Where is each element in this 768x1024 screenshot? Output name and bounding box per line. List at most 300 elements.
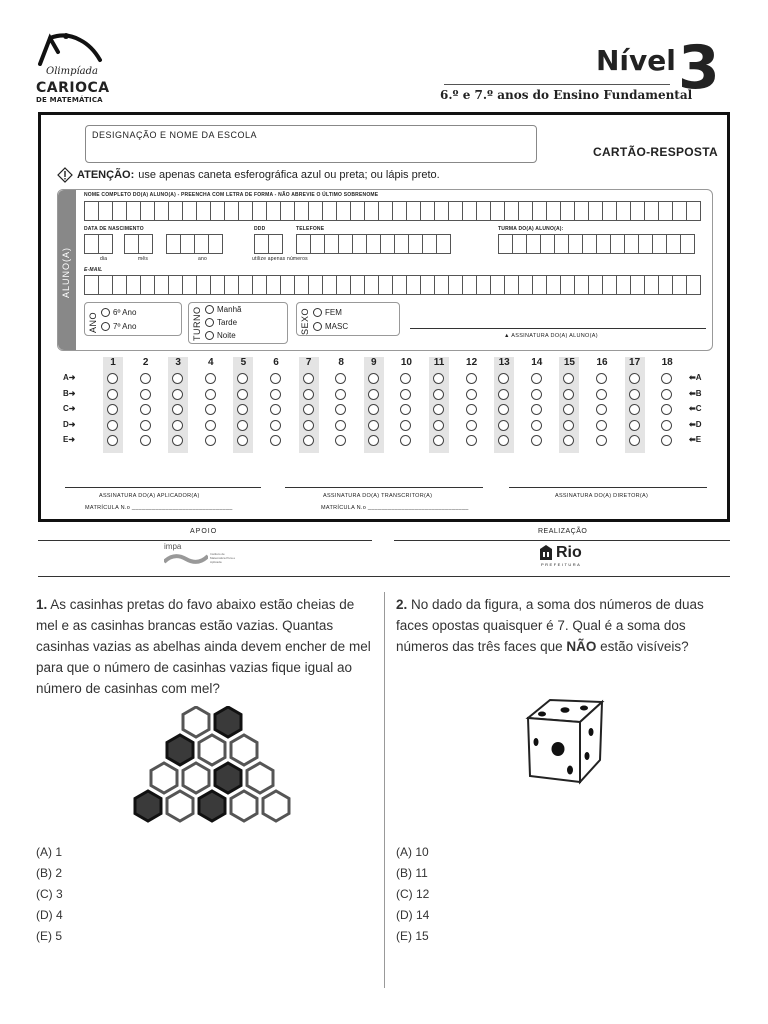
char-box[interactable]: [154, 201, 169, 221]
bubble-q14-d[interactable]: [531, 420, 542, 431]
bubble-q9-a[interactable]: [368, 373, 379, 384]
char-box[interactable]: [462, 275, 477, 295]
bubble-q5-b[interactable]: [237, 389, 248, 400]
char-box[interactable]: [394, 234, 409, 254]
char-box[interactable]: [350, 201, 365, 221]
char-box[interactable]: [280, 275, 295, 295]
support-rule: [38, 540, 372, 541]
question-1-option-b[interactable]: (B) 2: [36, 866, 63, 880]
bubble-q6-a[interactable]: [270, 373, 281, 384]
char-box[interactable]: [574, 201, 589, 221]
column-divider: [384, 592, 385, 988]
question-number-12: 12: [466, 357, 478, 368]
question-number-17: 17: [629, 357, 641, 368]
director-signature-label: ASSINATURA DO(A) DIRETOR(A): [555, 493, 649, 499]
phone-hint: utilize apenas números: [252, 256, 308, 262]
bubble-q7-c[interactable]: [303, 404, 314, 415]
char-box[interactable]: [126, 275, 141, 295]
char-box[interactable]: [268, 234, 283, 254]
honeycomb-figure: [128, 706, 296, 838]
char-box[interactable]: [644, 275, 659, 295]
transcriber-matricula[interactable]: MATRÍCULA N.o ______________________________: [321, 505, 469, 511]
char-box[interactable]: [526, 234, 541, 254]
row-label-left-e: E➜: [63, 435, 76, 444]
question-number-9: 9: [371, 357, 377, 368]
honey-cell-empty: [151, 763, 177, 793]
char-box[interactable]: [532, 201, 547, 221]
director-signature-line[interactable]: [509, 487, 707, 488]
char-box[interactable]: [672, 275, 687, 295]
bubble-q12-b[interactable]: [466, 389, 477, 400]
char-box[interactable]: [652, 234, 667, 254]
char-box[interactable]: [658, 201, 673, 221]
char-box[interactable]: [168, 201, 183, 221]
char-box[interactable]: [84, 201, 99, 221]
bubble-q11-e[interactable]: [433, 435, 444, 446]
question-number-4: 4: [208, 357, 214, 368]
char-box[interactable]: [588, 275, 603, 295]
bubble-q10-c[interactable]: [400, 404, 411, 415]
question-2-option-e[interactable]: (E) 15: [396, 929, 429, 943]
option-tarde[interactable]: Tarde: [205, 318, 237, 327]
char-box[interactable]: [266, 201, 281, 221]
bubble-q10-e[interactable]: [400, 435, 411, 446]
bubble-q1-c[interactable]: [107, 404, 118, 415]
option-7-ano[interactable]: 7º Ano: [101, 322, 136, 331]
class-label: TURMA DO(A) ALUNO(A):: [498, 226, 564, 232]
char-box[interactable]: [112, 201, 127, 221]
question-number-6: 6: [273, 357, 279, 368]
char-box[interactable]: [420, 275, 435, 295]
question-1-option-a[interactable]: (A) 1: [36, 845, 63, 859]
bubble-q14-c[interactable]: [531, 404, 542, 415]
grade-subtitle: 6.º e 7.º anos do Ensino Fundamental: [440, 88, 693, 102]
char-box[interactable]: [350, 275, 365, 295]
bubble-q6-e[interactable]: [270, 435, 281, 446]
char-box[interactable]: [560, 275, 575, 295]
applicator-signature-line[interactable]: [65, 487, 261, 488]
olympiad-logo: [36, 30, 116, 106]
char-box[interactable]: [434, 201, 449, 221]
char-box[interactable]: [518, 275, 533, 295]
char-box[interactable]: [98, 201, 113, 221]
bubble-q13-d[interactable]: [498, 420, 509, 431]
question-1-option-e[interactable]: (E) 5: [36, 929, 63, 943]
char-box[interactable]: [336, 275, 351, 295]
bubble-q6-c[interactable]: [270, 404, 281, 415]
bubble-q17-e[interactable]: [629, 435, 640, 446]
char-box[interactable]: [238, 201, 253, 221]
bubble-q7-e[interactable]: [303, 435, 314, 446]
bubble-q16-c[interactable]: [596, 404, 607, 415]
bubble-q18-c[interactable]: [661, 404, 672, 415]
bubble-q10-b[interactable]: [400, 389, 411, 400]
bubble-q17-a[interactable]: [629, 373, 640, 384]
char-box[interactable]: [434, 275, 449, 295]
bubble-q17-b[interactable]: [629, 389, 640, 400]
bubble-q8-b[interactable]: [335, 389, 346, 400]
char-box[interactable]: [546, 201, 561, 221]
char-box[interactable]: [644, 201, 659, 221]
char-box[interactable]: [490, 201, 505, 221]
char-box[interactable]: [140, 201, 155, 221]
char-box[interactable]: [582, 234, 597, 254]
char-box[interactable]: [392, 201, 407, 221]
char-box[interactable]: [546, 275, 561, 295]
char-box[interactable]: [238, 275, 253, 295]
char-box[interactable]: [686, 275, 701, 295]
bubble-q16-a[interactable]: [596, 373, 607, 384]
char-box[interactable]: [294, 201, 309, 221]
char-box[interactable]: [182, 275, 197, 295]
die-pip: [561, 707, 570, 713]
char-box[interactable]: [588, 201, 603, 221]
bubble-q17-c[interactable]: [629, 404, 640, 415]
honey-cell-filled: [199, 791, 225, 821]
char-box[interactable]: [84, 275, 99, 295]
radio-circle-icon: [101, 308, 110, 317]
char-box[interactable]: [532, 275, 547, 295]
honey-cell-filled: [215, 763, 241, 793]
die-figure: [520, 696, 606, 786]
honey-cell-empty: [199, 735, 225, 765]
bubble-q1-b[interactable]: [107, 389, 118, 400]
bubble-q4-b[interactable]: [205, 389, 216, 400]
char-box[interactable]: [296, 234, 311, 254]
char-box[interactable]: [630, 275, 645, 295]
bubble-q2-d[interactable]: [140, 420, 151, 431]
char-box[interactable]: [210, 275, 225, 295]
char-box[interactable]: [352, 234, 367, 254]
student-side-label: ALUNO(A): [61, 246, 71, 298]
radio-circle-icon: [205, 331, 214, 340]
char-box[interactable]: [616, 275, 631, 295]
bubble-q9-e[interactable]: [368, 435, 379, 446]
option-fem[interactable]: FEM: [313, 308, 342, 317]
ddd-input[interactable]: [254, 234, 282, 254]
char-box[interactable]: [168, 275, 183, 295]
bubble-q9-c[interactable]: [368, 404, 379, 415]
bubble-q18-b[interactable]: [661, 389, 672, 400]
question-2-option-d[interactable]: (D) 14: [396, 908, 430, 922]
char-box[interactable]: [210, 201, 225, 221]
bubble-q17-d[interactable]: [629, 420, 640, 431]
impa-wordmark: impa: [164, 542, 182, 551]
honey-cell-empty: [167, 791, 193, 821]
question-number-18: 18: [661, 357, 673, 368]
bubble-q13-b[interactable]: [498, 389, 509, 400]
char-box[interactable]: [568, 234, 583, 254]
row-label-right-c: ⬅C: [689, 404, 702, 413]
option-6-ano[interactable]: 6º Ano: [101, 308, 136, 317]
char-box[interactable]: [616, 201, 631, 221]
char-box[interactable]: [308, 275, 323, 295]
die-pip: [585, 752, 590, 760]
bubble-q14-e[interactable]: [531, 435, 542, 446]
char-box[interactable]: [266, 275, 281, 295]
char-box[interactable]: [208, 234, 223, 254]
char-box[interactable]: [322, 275, 337, 295]
bubble-q12-d[interactable]: [466, 420, 477, 431]
char-box[interactable]: [380, 234, 395, 254]
char-box[interactable]: [490, 275, 505, 295]
option-manha[interactable]: Manhã: [205, 305, 241, 314]
bubble-q6-b[interactable]: [270, 389, 281, 400]
bubble-q16-b[interactable]: [596, 389, 607, 400]
char-box[interactable]: [154, 275, 169, 295]
bubble-q4-e[interactable]: [205, 435, 216, 446]
radio-circle-icon: [313, 308, 322, 317]
char-box[interactable]: [98, 234, 113, 254]
char-box[interactable]: [392, 275, 407, 295]
char-box[interactable]: [638, 234, 653, 254]
bubble-q14-b[interactable]: [531, 389, 542, 400]
bubble-q16-e[interactable]: [596, 435, 607, 446]
bubble-q8-a[interactable]: [335, 373, 346, 384]
bubble-q4-d[interactable]: [205, 420, 216, 431]
applicator-matricula[interactable]: MATRÍCULA N.o ______________________________: [85, 505, 233, 511]
bubble-q1-e[interactable]: [107, 435, 118, 446]
char-box[interactable]: [462, 201, 477, 221]
row-label-left-a: A➜: [63, 373, 76, 382]
char-box[interactable]: [336, 201, 351, 221]
bubble-q2-a[interactable]: [140, 373, 151, 384]
logo-line2: CARIOCA: [36, 80, 110, 96]
radio-circle-icon: [205, 305, 214, 314]
bubble-q18-e[interactable]: [661, 435, 672, 446]
question-number-16: 16: [596, 357, 608, 368]
char-box[interactable]: [166, 234, 181, 254]
name-input[interactable]: [84, 201, 700, 221]
bubble-q10-d[interactable]: [400, 420, 411, 431]
question-2-option-a[interactable]: (A) 10: [396, 845, 429, 859]
char-box[interactable]: [630, 201, 645, 221]
support-label: APOIO: [190, 528, 218, 535]
year-hint: ano: [198, 256, 207, 262]
row-label-right-a: ⬅A: [689, 373, 702, 382]
class-input[interactable]: [498, 234, 694, 254]
student-signature-label: ▲ ASSINATURA DO(A) ALUNO(A): [504, 333, 598, 339]
char-box[interactable]: [294, 275, 309, 295]
char-box[interactable]: [308, 201, 323, 221]
char-box[interactable]: [436, 234, 451, 254]
honey-cell-empty: [231, 735, 257, 765]
bubble-q3-d[interactable]: [172, 420, 183, 431]
char-box[interactable]: [420, 201, 435, 221]
section-rule: [38, 576, 730, 577]
char-box[interactable]: [310, 234, 325, 254]
birth-day-input[interactable]: [84, 234, 112, 254]
bubble-q12-a[interactable]: [466, 373, 477, 384]
ddd-label: DDD: [254, 226, 266, 232]
char-box[interactable]: [666, 234, 681, 254]
question-number-14: 14: [531, 357, 543, 368]
bubble-q3-b[interactable]: [172, 389, 183, 400]
prefeitura-label: PREFEITURA: [541, 562, 582, 567]
bubble-q8-c[interactable]: [335, 404, 346, 415]
bubble-q7-a[interactable]: [303, 373, 314, 384]
question-2-option-b[interactable]: (B) 11: [396, 866, 428, 880]
char-box[interactable]: [560, 201, 575, 221]
bubble-q8-e[interactable]: [335, 435, 346, 446]
char-box[interactable]: [610, 234, 625, 254]
transcriber-signature-label: ASSINATURA DO(A) TRANSCRITOR(A): [323, 493, 433, 499]
char-box[interactable]: [504, 275, 519, 295]
bubble-q15-b[interactable]: [563, 389, 574, 400]
char-box[interactable]: [498, 234, 513, 254]
impa-logo: [164, 542, 234, 570]
student-side-tab: [58, 190, 76, 350]
level-label: Nível: [596, 44, 676, 77]
char-box[interactable]: [686, 201, 701, 221]
option-masc[interactable]: MASC: [313, 322, 348, 331]
question-1-option-d[interactable]: (D) 4: [36, 908, 63, 922]
char-box[interactable]: [224, 201, 239, 221]
bubble-q11-d[interactable]: [433, 420, 444, 431]
char-box[interactable]: [194, 234, 209, 254]
phone-input[interactable]: [296, 234, 450, 254]
char-box[interactable]: [680, 234, 695, 254]
bubble-q18-a[interactable]: [661, 373, 672, 384]
bubble-q9-d[interactable]: [368, 420, 379, 431]
transcriber-signature-line[interactable]: [285, 487, 483, 488]
rio-logo: [538, 544, 582, 562]
bubble-q11-c[interactable]: [433, 404, 444, 415]
question-number-3: 3: [175, 357, 181, 368]
question-1-text: [36, 594, 374, 699]
char-box[interactable]: [224, 275, 239, 295]
bubble-q1-a[interactable]: [107, 373, 118, 384]
char-box[interactable]: [658, 275, 673, 295]
char-box[interactable]: [280, 201, 295, 221]
bubble-q12-c[interactable]: [466, 404, 477, 415]
char-box[interactable]: [364, 275, 379, 295]
bubble-q8-d[interactable]: [335, 420, 346, 431]
char-box[interactable]: [540, 234, 555, 254]
bubble-q2-b[interactable]: [140, 389, 151, 400]
char-box[interactable]: [252, 201, 267, 221]
honey-cell-empty: [247, 763, 273, 793]
char-box[interactable]: [624, 234, 639, 254]
char-box[interactable]: [112, 275, 127, 295]
char-box[interactable]: [378, 275, 393, 295]
header-rule: [444, 84, 670, 85]
char-box[interactable]: [406, 201, 421, 221]
char-box[interactable]: [98, 275, 113, 295]
bubble-q11-b[interactable]: [433, 389, 444, 400]
bubble-q16-d[interactable]: [596, 420, 607, 431]
char-box[interactable]: [338, 234, 353, 254]
bubble-q9-b[interactable]: [368, 389, 379, 400]
radio-circle-icon: [205, 318, 214, 327]
char-box[interactable]: [196, 275, 211, 295]
row-label-right-e: ⬅E: [689, 435, 702, 444]
char-box[interactable]: [124, 234, 139, 254]
char-box[interactable]: [366, 234, 381, 254]
bubble-q10-a[interactable]: [400, 373, 411, 384]
bubble-q18-d[interactable]: [661, 420, 672, 431]
row-label-left-c: C➜: [63, 404, 76, 413]
char-box[interactable]: [126, 201, 141, 221]
char-box[interactable]: [182, 201, 197, 221]
char-box[interactable]: [672, 201, 687, 221]
bubble-q5-d[interactable]: [237, 420, 248, 431]
char-box[interactable]: [596, 234, 611, 254]
birth-year-input[interactable]: [166, 234, 222, 254]
char-box[interactable]: [138, 234, 153, 254]
char-box[interactable]: [574, 275, 589, 295]
char-box[interactable]: [448, 201, 463, 221]
char-box[interactable]: [378, 201, 393, 221]
rio-crest-icon: [538, 545, 554, 561]
char-box[interactable]: [518, 201, 533, 221]
bubble-q14-a[interactable]: [531, 373, 542, 384]
char-box[interactable]: [512, 234, 527, 254]
question-1-option-c[interactable]: (C) 3: [36, 887, 63, 901]
char-box[interactable]: [140, 275, 155, 295]
char-box[interactable]: [84, 234, 99, 254]
bubble-q12-e[interactable]: [466, 435, 477, 446]
bubble-q4-c[interactable]: [205, 404, 216, 415]
char-box[interactable]: [196, 201, 211, 221]
char-box[interactable]: [476, 275, 491, 295]
email-input[interactable]: [84, 275, 700, 295]
warning-text: use apenas caneta esferográfica azul ou preta; ou lápis preto.: [138, 169, 440, 181]
char-box[interactable]: [602, 201, 617, 221]
bubble-q7-d[interactable]: [303, 420, 314, 431]
char-box[interactable]: [408, 234, 423, 254]
bubble-q7-b[interactable]: [303, 389, 314, 400]
school-field[interactable]: [85, 125, 537, 163]
student-signature-line[interactable]: [410, 328, 706, 329]
month-hint: mês: [138, 256, 149, 262]
die-pip: [538, 712, 546, 717]
shift-group: [188, 302, 288, 344]
char-box[interactable]: [554, 234, 569, 254]
question-number-10: 10: [400, 357, 412, 368]
bubble-q2-e[interactable]: [140, 435, 151, 446]
char-box[interactable]: [364, 201, 379, 221]
die-pip: [580, 706, 588, 711]
question-2-option-c[interactable]: (C) 12: [396, 887, 430, 901]
question-number-13: 13: [498, 357, 510, 368]
char-box[interactable]: [476, 201, 491, 221]
char-box[interactable]: [180, 234, 195, 254]
char-box[interactable]: [504, 201, 519, 221]
char-box[interactable]: [322, 201, 337, 221]
bubble-q4-a[interactable]: [205, 373, 216, 384]
year-group-label: ANO: [88, 311, 98, 333]
question-1-body: As casinhas pretas do favo abaixo estão cheias de mel e as casinhas brancas estão vazias. Quantas casinhas vazias as abelhas ainda devem encher de mel para que o número de casinhas vazias fique igual ao número de casinhas com mel?: [36, 597, 371, 696]
char-box[interactable]: [252, 275, 267, 295]
char-box[interactable]: [324, 234, 339, 254]
char-box[interactable]: [602, 275, 617, 295]
birth-month-input[interactable]: [124, 234, 152, 254]
rio-wordmark: Rio: [556, 544, 582, 561]
option-noite[interactable]: Noite: [205, 331, 236, 340]
bubble-q2-c[interactable]: [140, 404, 151, 415]
bubble-q6-d[interactable]: [270, 420, 281, 431]
char-box[interactable]: [406, 275, 421, 295]
bubble-q1-d[interactable]: [107, 420, 118, 431]
char-box[interactable]: [422, 234, 437, 254]
logo-line3: DE MATEMÁTICA: [36, 96, 103, 104]
sex-group-label: SEXO: [300, 307, 310, 335]
char-box[interactable]: [448, 275, 463, 295]
bubble-q15-d[interactable]: [563, 420, 574, 431]
bubble-q11-a[interactable]: [433, 373, 444, 384]
char-box[interactable]: [254, 234, 269, 254]
